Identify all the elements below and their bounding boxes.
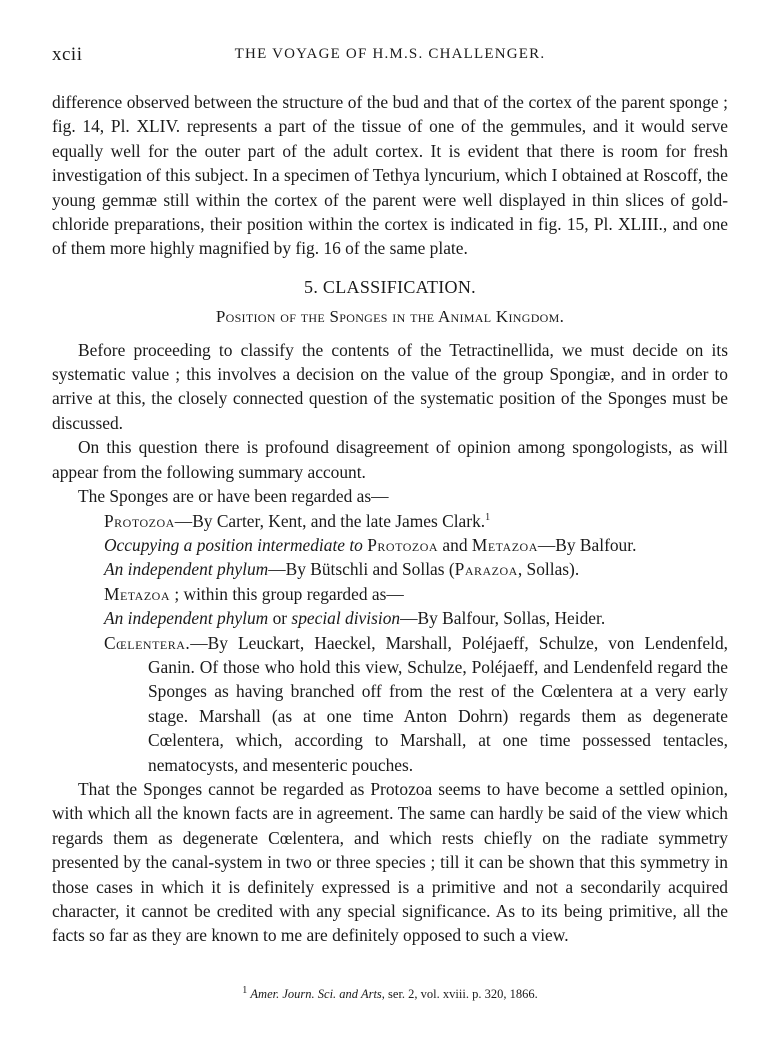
intermediate-and: and bbox=[442, 534, 468, 555]
paragraph-before-proceeding: Before proceeding to classify the contents of the Tetractinellida, we must decide on its systematic value ; this involves a decision on the value of the group Spongiæ, and in order to arrive at this, the closely connected question of the systematic position of the Sponges must be discussed. bbox=[52, 339, 728, 433]
footnote-journal: Amer. Journ. Sci. and Arts bbox=[250, 987, 382, 1001]
metazoa-rest: ; within this group regarded as— bbox=[170, 583, 404, 604]
footnote-number: 1 bbox=[242, 984, 248, 996]
coelentera-text: —By Leuckart, Haeckel, Marshall, Poléjaeff, Schulze, von Lendenfeld, Ganin. Of those who hold this view, Schulze, Poléjaeff, and Lendenfeld regard the Sponges as having branched off from the rest of the Cœlentera at a very early stage. Marshall (as at one time Anton Dohrn) regards them as degenerate Cœlentera, which, according to Marshall, at one time possessed tentacles, nematocysts, and mesenteric pouches. bbox=[148, 632, 728, 775]
subsection-title: Position of the Sponges in the Animal Kingdom. bbox=[215, 307, 565, 327]
section-title: 5. CLASSIFICATION. bbox=[304, 276, 476, 297]
page-number: xcii bbox=[52, 44, 83, 65]
division-or: or bbox=[272, 608, 288, 629]
list-item-coelentera bbox=[52, 631, 728, 777]
division-phrase-1: An independent phylum bbox=[104, 608, 269, 629]
term-protozoa: Protozoa bbox=[104, 510, 175, 531]
list-item-independent-phylum bbox=[52, 557, 728, 581]
footnote-citation: , ser. 2, vol. xviii. p. 320, 1866. bbox=[381, 987, 538, 1001]
protozoa-authors: —By Carter, Kent, and the late James Clark. bbox=[174, 510, 486, 531]
term-metazoa: Metazoa bbox=[471, 534, 538, 555]
list-intro: The Sponges are or have been regarded as— bbox=[78, 486, 389, 507]
page-header bbox=[52, 44, 728, 68]
list-item-intermediate bbox=[52, 533, 728, 557]
paragraph-gemmules: difference observed between the structure of the bud and that of the cortex of the parent sponge ; fig. 14, Pl. XLIV. represents a part of the tissue of one of the gemmules, and it would serve equally well for the outer part of the adult cortex. It is evident that there is room for fresh investigation of this subject. In a specimen of Tethya lyncurium, which I obtained at Roscoff, the young gemmæ still within the cortex of the parent were well displayed in thin slices of gold-chloride preparations, their position within the cortex is indicated in fig. 15, Pl. XLIII., and one of them more highly magnified by fig. 16 of the same plate. bbox=[52, 92, 728, 259]
running-title: THE VOYAGE OF H.M.S. CHALLENGER. bbox=[234, 46, 546, 62]
term-parazoa: Parazoa bbox=[454, 559, 518, 580]
division-phrase-2: special division bbox=[291, 608, 401, 629]
footnote-mark: 1 bbox=[485, 511, 491, 523]
phylum-authors: —By Bütschli and Sollas ( bbox=[268, 559, 455, 580]
footnote bbox=[52, 984, 728, 1002]
body-text bbox=[52, 90, 728, 948]
term-metazoa-2: Metazoa bbox=[104, 583, 170, 604]
phylum-phrase: An independent phylum bbox=[104, 559, 269, 580]
division-authors: —By Balfour, Sollas, Heider. bbox=[400, 608, 606, 629]
list-item-metazoa bbox=[52, 582, 728, 606]
intermediate-authors: —By Balfour. bbox=[537, 534, 637, 555]
list-item-protozoa bbox=[52, 509, 728, 533]
paragraph-on-this-question: On this question there is profound disagreement of opinion among spongologists, as will appear from the following summary account. bbox=[52, 437, 728, 482]
intermediate-phrase: Occupying a position intermediate to bbox=[104, 534, 363, 555]
list-item-special-division bbox=[52, 606, 728, 630]
term-coelentera: Cœlentera. bbox=[104, 632, 191, 653]
paragraph-conclusion: That the Sponges cannot be regarded as Protozoa seems to have become a settled opinion, with which all the known facts are in agreement. The same can hardly be said of the view which regards them as degenerate Cœlentera, and which rests chiefly on the radiate symmetry presented by the canal-system in two or three species ; till it can be shown that this symmetry in those cases in which it is definitely expressed is a primitive and not a secondarily acquired character, it cannot be credited with any special significance. As to its being primitive, all the facts so far as they are known to me are definitely opposed to such a view. bbox=[52, 778, 728, 946]
phylum-end: , Sollas). bbox=[517, 559, 580, 580]
term-protozoa-2: Protozoa bbox=[367, 534, 439, 555]
